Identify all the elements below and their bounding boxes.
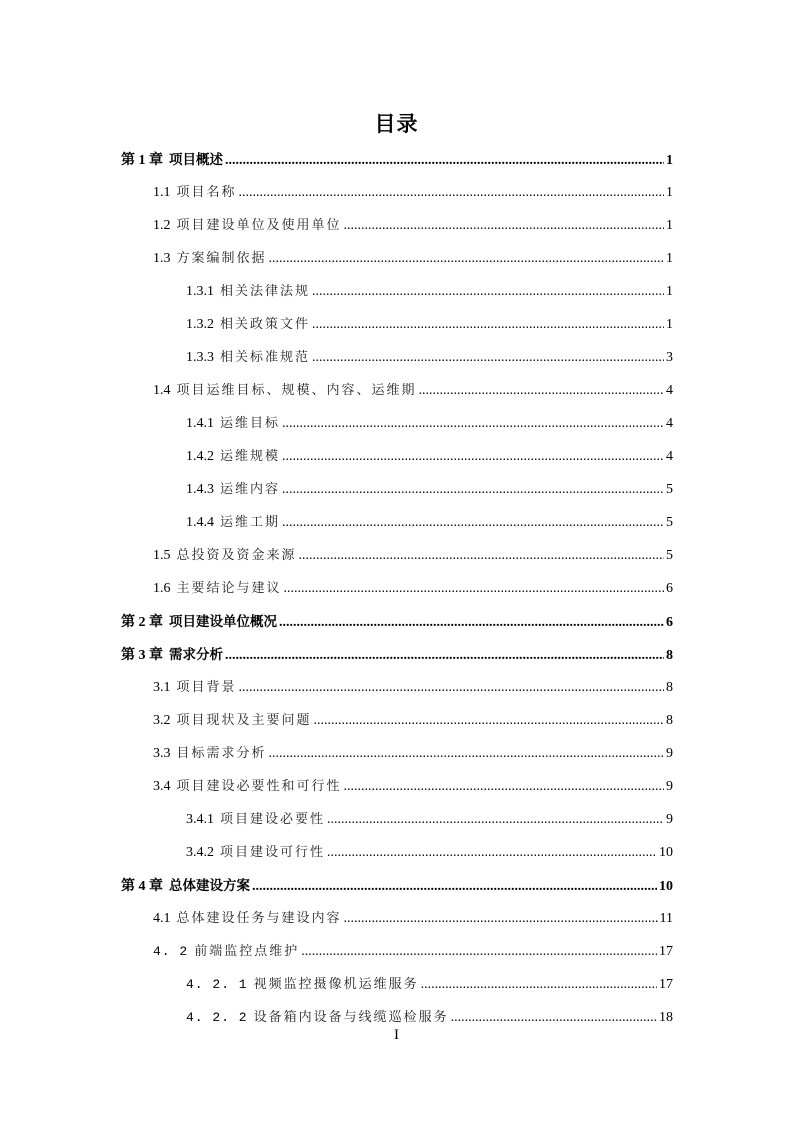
- toc-entry-1-3-1[interactable]: [186, 280, 673, 304]
- toc-entry-page: 1: [666, 218, 673, 233]
- toc-entry-page: 17: [659, 977, 673, 992]
- toc-entry-page: 5: [666, 482, 673, 497]
- toc-entry-text: 目标需求分析: [176, 746, 267, 761]
- toc-entry-text: 总投资及资金来源: [176, 548, 297, 563]
- toc-entry-page: 3: [666, 350, 673, 365]
- toc-entry-3-4-1[interactable]: [186, 808, 673, 832]
- dot-leader: [239, 185, 664, 201]
- toc-entry-text: 项目建设单位概况: [169, 614, 277, 630]
- toc-entry-text: 前端监控点维护: [194, 944, 300, 959]
- toc-entry-number: 4.1: [153, 911, 171, 926]
- toc-entry-page: 1: [666, 153, 673, 168]
- toc-entry-number: 第 3 章: [121, 648, 163, 663]
- toc-entry-number: 1.4.3: [186, 482, 214, 497]
- dot-leader: [225, 648, 664, 664]
- dot-leader: [312, 350, 664, 366]
- toc-entry-number: 3.1: [153, 680, 171, 695]
- toc-entry-text: 项目名称: [176, 185, 237, 200]
- dot-leader: [269, 251, 664, 267]
- toc-entry-text: 设备箱内设备与线缆巡检服务: [253, 1010, 449, 1025]
- toc-entry-1-2[interactable]: [153, 214, 673, 238]
- toc-entry-3-2[interactable]: [153, 709, 673, 733]
- toc-entry-page: 18: [659, 1010, 673, 1025]
- toc-entry-number: 1.6: [153, 581, 171, 596]
- toc-entry-text: 总体建设方案: [169, 878, 250, 894]
- toc-entry-page: 10: [659, 845, 673, 860]
- dot-leader: [252, 879, 657, 895]
- toc-entry-text: 需求分析: [169, 647, 223, 663]
- toc-entry-number: 1.2: [153, 218, 171, 233]
- dot-leader: [451, 1010, 657, 1026]
- dot-leader: [344, 911, 658, 927]
- toc-entry-chapter-4[interactable]: [121, 874, 673, 898]
- toc-entry-4-1[interactable]: [153, 907, 673, 931]
- toc-entry-page: 11: [659, 911, 673, 926]
- toc-entry-page: 9: [666, 746, 673, 761]
- toc-entry-number: 1.4.4: [186, 515, 214, 530]
- toc-entry-chapter-3[interactable]: [121, 643, 673, 667]
- toc-entry-3-4-2[interactable]: [186, 841, 673, 865]
- toc-entry-number: 1.4.1: [186, 416, 214, 431]
- toc-entry-page: 1: [666, 251, 673, 266]
- toc-entry-1-5[interactable]: [153, 544, 673, 568]
- toc-entry-chapter-1[interactable]: [121, 148, 673, 172]
- toc-entry-text: 运维目标: [220, 416, 281, 431]
- toc-entry-1-4[interactable]: [153, 379, 673, 403]
- toc-entry-text: 项目建设必要性: [220, 812, 326, 827]
- toc-entry-number: 4. 2: [153, 944, 189, 959]
- toc-entry-number: 1.3.3: [186, 350, 214, 365]
- toc-entry-3-4[interactable]: [153, 775, 673, 799]
- toc-entry-page: 10: [659, 879, 673, 894]
- dot-leader: [327, 845, 657, 861]
- toc-entry-text: 项目现状及主要问题: [176, 713, 312, 728]
- dot-leader: [284, 581, 664, 597]
- dot-leader: [299, 548, 664, 564]
- toc-entry-text: 项目背景: [176, 680, 237, 695]
- toc-entry-text: 相关法律法规: [220, 284, 311, 299]
- toc-entry-number: 1.3.2: [186, 317, 214, 332]
- toc-entry-page: 6: [666, 581, 673, 596]
- dot-leader: [225, 153, 664, 169]
- toc-entry-1-4-3[interactable]: [186, 478, 673, 502]
- toc-entry-page: 8: [666, 680, 673, 695]
- page-number: I: [394, 1027, 399, 1043]
- toc-entry-number: 1.1: [153, 185, 171, 200]
- toc-entry-page: 9: [666, 812, 673, 827]
- toc-entry-page: 4: [666, 416, 673, 431]
- toc-entry-page: 8: [666, 713, 673, 728]
- dot-leader: [421, 977, 657, 993]
- dot-leader: [301, 944, 657, 960]
- dot-leader: [282, 515, 664, 531]
- toc-entry-page: 4: [666, 449, 673, 464]
- toc-entry-1-3-2[interactable]: [186, 313, 673, 337]
- toc-entry-page: 4: [666, 383, 673, 398]
- toc-entry-number: 第 4 章: [121, 879, 163, 894]
- dot-leader: [239, 680, 664, 696]
- dot-leader: [282, 416, 664, 432]
- dot-leader: [419, 383, 664, 399]
- toc-entry-text: 总体建设任务与建设内容: [176, 911, 342, 926]
- toc-entry-3-3[interactable]: [153, 742, 673, 766]
- toc-entry-1-4-2[interactable]: [186, 445, 673, 469]
- toc-entry-page: 8: [666, 648, 673, 663]
- toc-entry-3-1[interactable]: [153, 676, 673, 700]
- toc-entry-text: 主要结论与建议: [176, 581, 282, 596]
- dot-leader: [279, 615, 664, 631]
- toc-entry-1-6[interactable]: [153, 577, 673, 601]
- dot-leader: [312, 284, 664, 300]
- toc-entry-text: 项目建设可行性: [220, 845, 326, 860]
- toc-entry-number: 1.4: [153, 383, 171, 398]
- toc-entry-text: 项目运维目标、规模、内容、运维期: [176, 383, 417, 398]
- toc-entry-number: 3.4: [153, 779, 171, 794]
- dot-leader: [269, 746, 664, 762]
- toc-entry-text: 相关标准规范: [220, 350, 311, 365]
- toc-entry-text: 相关政策文件: [220, 317, 311, 332]
- toc-entry-page: 5: [666, 548, 673, 563]
- dot-leader: [282, 482, 664, 498]
- toc-entry-number: 第 2 章: [121, 615, 163, 630]
- toc-entry-4-2[interactable]: [153, 940, 673, 964]
- toc-entry-text: 方案编制依据: [176, 251, 267, 266]
- toc-entry-1-1[interactable]: [153, 181, 673, 205]
- toc-entry-text: 项目建设必要性和可行性: [176, 779, 342, 794]
- toc-entry-number: 3.4.2: [186, 845, 214, 860]
- toc-entry-page: 17: [659, 944, 673, 959]
- toc-entry-text: 运维规模: [220, 449, 281, 464]
- dot-leader: [312, 317, 664, 333]
- toc-entry-number: 3.2: [153, 713, 171, 728]
- toc-entry-number: 3.3: [153, 746, 171, 761]
- toc-entry-number: 4. 2. 1: [186, 977, 248, 992]
- dot-leader: [344, 779, 664, 795]
- toc-entry-1-3[interactable]: [153, 247, 673, 271]
- toc-entry-text: 视频监控摄像机运维服务: [253, 977, 419, 992]
- toc-entry-page: 1: [666, 284, 673, 299]
- toc-entry-text: 项目建设单位及使用单位: [176, 218, 342, 233]
- toc-entry-text: 项目概述: [169, 152, 223, 168]
- dot-leader: [327, 812, 664, 828]
- toc-entry-1-3-3[interactable]: [186, 346, 673, 370]
- toc-title: 目录: [374, 112, 419, 136]
- dot-leader: [314, 713, 664, 729]
- toc-entry-page: 1: [666, 185, 673, 200]
- toc-entry-number: 1.3: [153, 251, 171, 266]
- toc-entry-1-4-1[interactable]: [186, 412, 673, 436]
- toc-entry-page: 9: [666, 779, 673, 794]
- toc-entry-number: 第 1 章: [121, 153, 163, 168]
- toc-entry-page: 1: [666, 317, 673, 332]
- toc-entry-number: 1.5: [153, 548, 171, 563]
- toc-entry-page: 6: [666, 615, 673, 630]
- toc-entry-text: 运维工期: [220, 515, 281, 530]
- toc-entry-number: 4. 2. 2: [186, 1010, 248, 1025]
- toc-entry-number: 1.4.2: [186, 449, 214, 464]
- toc-entry-4-2-1[interactable]: [186, 973, 673, 997]
- toc-entry-text: 运维内容: [220, 482, 281, 497]
- dot-leader: [344, 218, 664, 234]
- toc-entry-1-4-4[interactable]: [186, 511, 673, 535]
- toc-entry-number: 1.3.1: [186, 284, 214, 299]
- toc-entry-page: 5: [666, 515, 673, 530]
- toc-entry-chapter-2[interactable]: [121, 610, 673, 634]
- dot-leader: [282, 449, 664, 465]
- toc-entry-number: 3.4.1: [186, 812, 214, 827]
